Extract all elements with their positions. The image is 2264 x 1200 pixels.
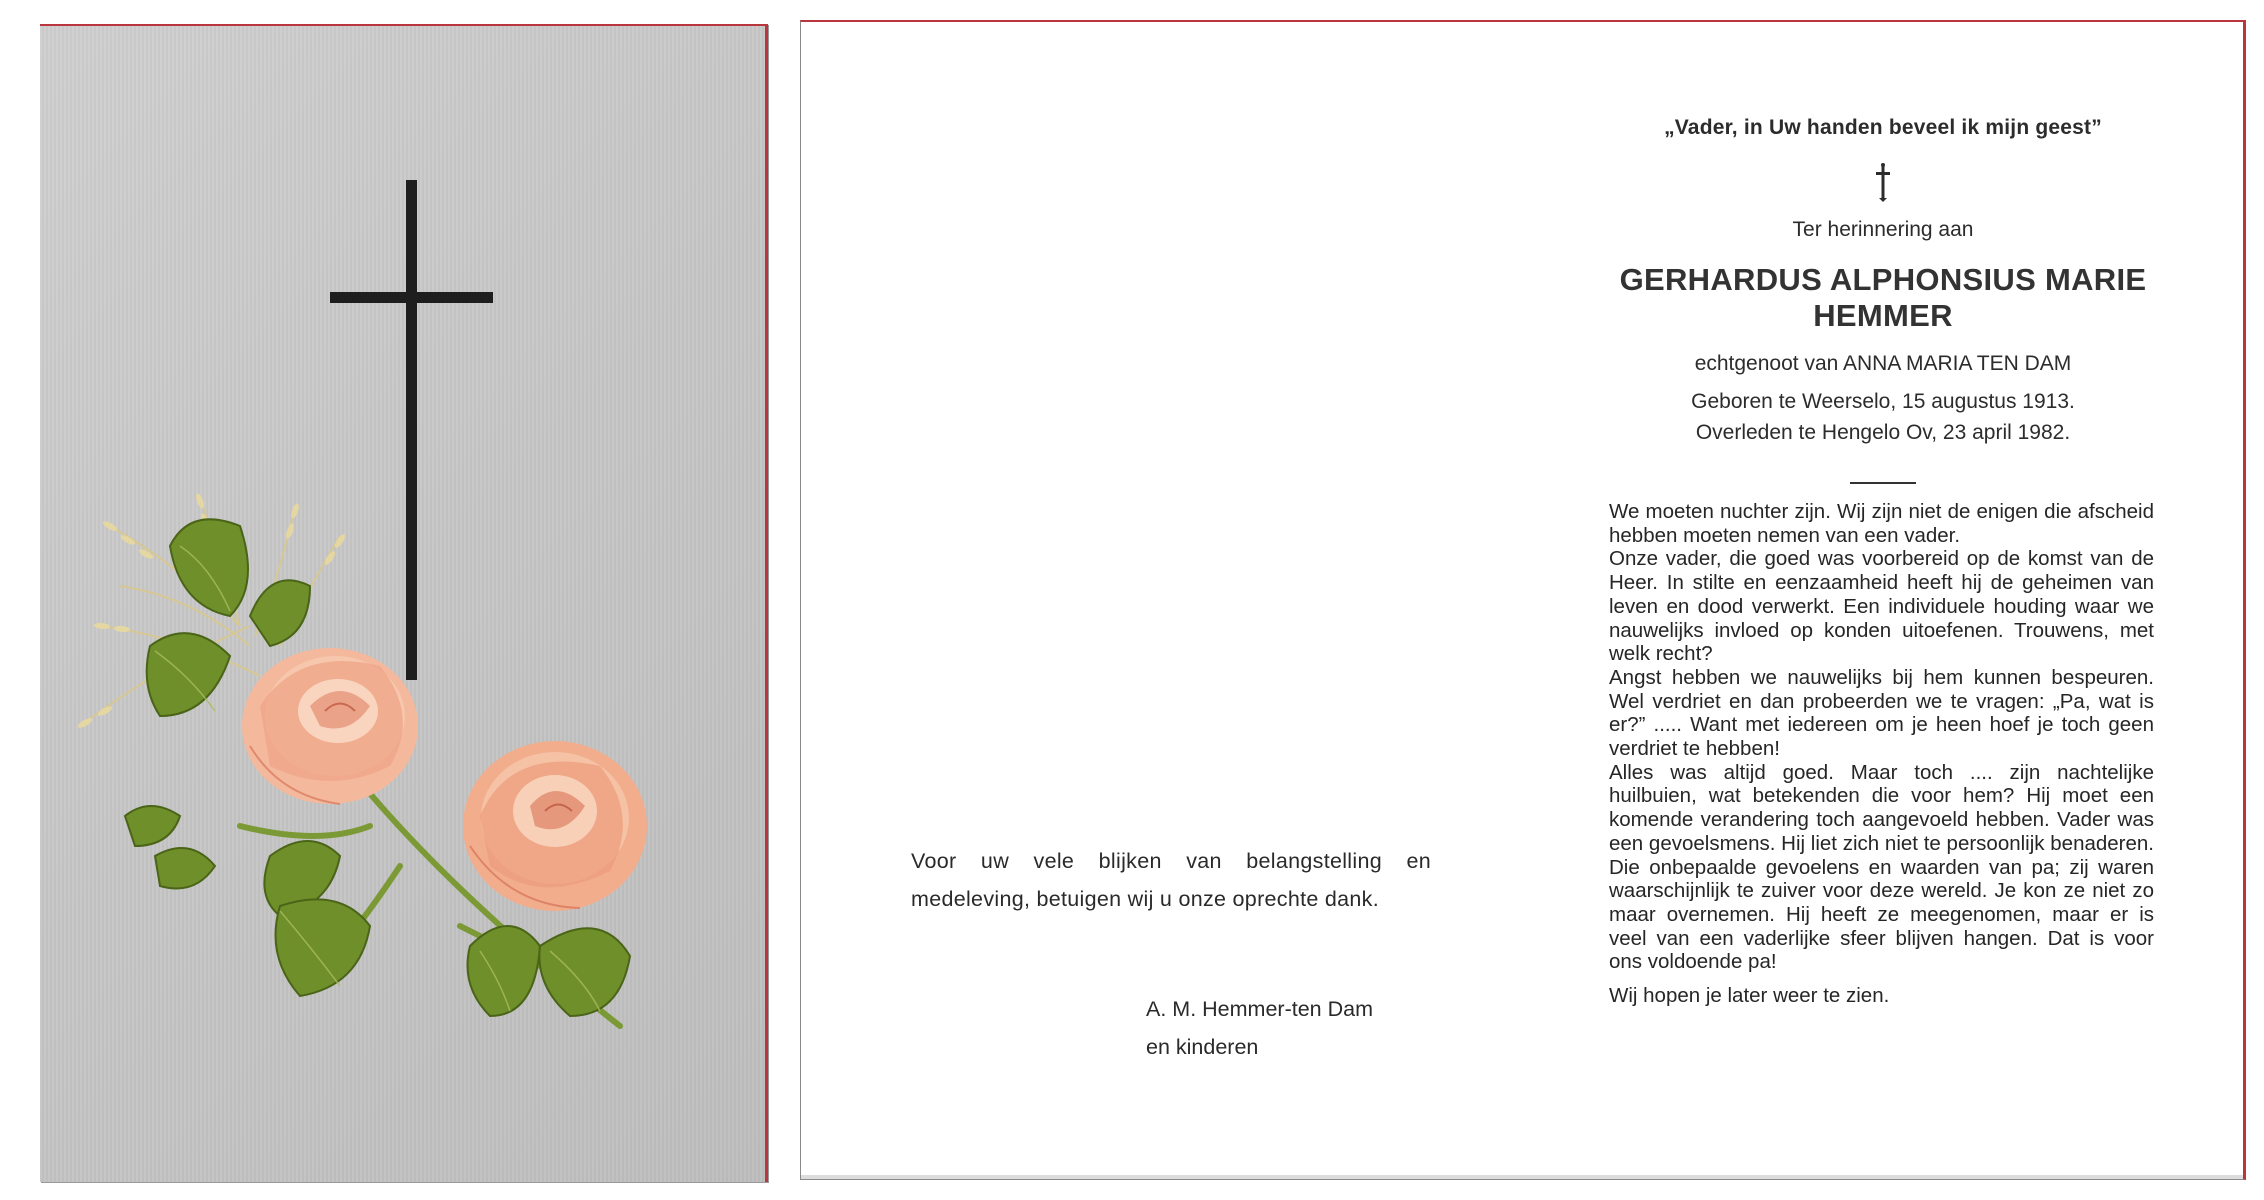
divider xyxy=(1850,482,1916,484)
message-paragraph: We moeten nuchter zijn. Wij zijn niet de enigen die afscheid hebben moeten nemen van een vader. xyxy=(1609,500,2154,547)
message-paragraph: Onze vader, die goed was voorbereid op de komst van de Heer. In stilte en eenzaamheid heeft hij de geheimen van leven en dood verwerkt. Een individuele houding waar we nauwelijks invloed op konden uitoefenen. Trouwens, met welk recht? xyxy=(1609,547,2154,666)
dagger-cross-icon xyxy=(1873,162,1893,202)
death-line: Overleden te Hengelo Ov, 23 april 1982. xyxy=(1695,421,2071,444)
memorial-message xyxy=(1609,500,2154,1008)
memorial-header xyxy=(1609,102,2157,484)
message-paragraph: Alles was altijd goed. Maar toch .... zijn nachtelijke huilbuien, wat betekenden die voor hem? Hij moet een komende verandering toch aangevoeld hebben. Vader was een gevoelsmens. Hij liet zich niet te persoonlijk benaderen. Die onbepaalde gevoelens en waarden van pa; zij waren waarschijnlijk te zuiver voor deze wereld. Je kon ze niet zo maar overnemen. Hij heeft ze meegenomen, maar er is veel van een vaderlijke sfeer blijven hangen. Dat is voor ons voldoende pa! xyxy=(1609,760,2154,974)
thanks-text: Voor uw vele blijken van belangstelling en medeleving, betuigen wij u onze oprechte dank. xyxy=(911,849,1431,911)
deceased-name-line2: HEMMER xyxy=(1813,298,1953,333)
closing-line: Wij hopen je later weer te zien. xyxy=(1609,984,1890,1008)
front-card xyxy=(40,24,768,1182)
deceased-name xyxy=(1609,262,2157,334)
signature-family: en kinderen xyxy=(1146,1035,1259,1059)
card-edge xyxy=(801,1175,2243,1179)
signature-block xyxy=(1146,990,1373,1066)
roses-illustration-icon xyxy=(77,492,647,1026)
latin-cross-icon xyxy=(330,180,493,680)
prayer-quote: „Vader, in Uw handen beveel ik mijn geest” xyxy=(1664,116,2102,139)
signature-name: A. M. Hemmer-ten Dam xyxy=(1146,997,1373,1021)
thanks-section xyxy=(911,842,1431,918)
front-illustration xyxy=(40,26,768,1184)
remembrance-label: Ter herinnering aan xyxy=(1792,218,1974,241)
birth-line: Geboren te Weerselo, 15 augustus 1913. xyxy=(1691,390,2075,413)
spouse-line: echtgenoot van ANNA MARIA TEN DAM xyxy=(1694,352,2072,375)
deceased-name-line1: GERHARDUS ALPHONSIUS MARIE xyxy=(1619,262,2147,297)
message-paragraph: Angst hebben we nauwelijks bij hem kunnen bespeuren. Wel verdriet en dan probeerden we te vragen: „Pa, wat is er?” ..... Want met iedereen om je heen hoef je toch geen verdriet te hebben! xyxy=(1609,665,2154,761)
inside-card xyxy=(800,20,2246,1180)
